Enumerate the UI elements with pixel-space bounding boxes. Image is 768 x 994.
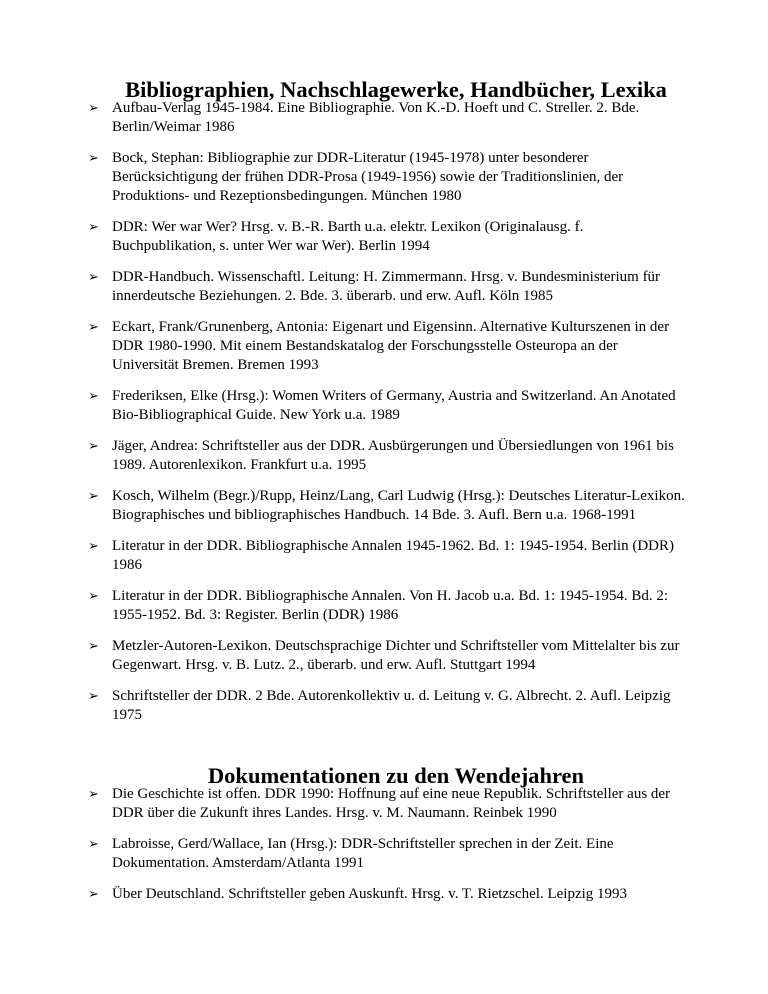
arrowhead-bullet-icon: ➢: [88, 101, 99, 116]
arrowhead-bullet-icon: ➢: [88, 837, 99, 852]
arrowhead-bullet-icon: ➢: [88, 689, 99, 704]
list-item: [88, 318, 688, 375]
list-item: [88, 218, 688, 256]
section-reference-works: [88, 77, 688, 725]
entry-text: Bock, Stephan: Bibliographie zur DDR-Literatur (1945-1978) unter besonderer Berücksichtigung der frühen DDR-Prosa (1949-1956) sowie der Traditionslinien, der Produktions- und Rezeptionsbedingungen. München 1980: [112, 150, 624, 204]
list-item: [88, 268, 688, 306]
arrowhead-bullet-icon: ➢: [88, 539, 99, 554]
entry-text: Über Deutschland. Schriftsteller geben Auskunft. Hrsg. v. T. Rietzschel. Leipzig 1993: [112, 886, 628, 902]
entry-text: Frederiksen, Elke (Hrsg.): Women Writers of Germany, Austria and Switzerland. An Anotated Bio-Bibliographical Guide. New York u.a. 1989: [112, 388, 676, 423]
arrowhead-bullet-icon: ➢: [88, 639, 99, 654]
entry-text: Die Geschichte ist offen. DDR 1990: Hoffnung auf eine neue Republik. Schriftsteller aus der DDR über die Zukunft ihres Landes. Hrsg. v. M. Naumann. Reinbek 1990: [112, 786, 671, 821]
entry-text: Eckart, Frank/Grunenberg, Antonia: Eigenart und Eigensinn. Alternative Kulturszenen in der DDR 1980-1990. Mit einem Bestandskatalog der Forschungsstelle Osteuropa an der Universität Bremen. Bremen 1993: [112, 319, 670, 373]
list-item: [88, 437, 688, 475]
arrowhead-bullet-icon: ➢: [88, 320, 99, 335]
list-item: [88, 587, 688, 625]
arrowhead-bullet-icon: ➢: [88, 439, 99, 454]
entry-text: Schriftsteller der DDR. 2 Bde. Autorenkollektiv u. d. Leitung v. G. Albrecht. 2. Aufl. Leipzig 1975: [112, 688, 671, 723]
bibliography-list: [88, 99, 688, 725]
section-title: Dokumentationen zu den Wendejahren: [207, 763, 585, 788]
list-item: [88, 637, 688, 675]
arrowhead-bullet-icon: ➢: [88, 151, 99, 166]
entry-text: Kosch, Wilhelm (Begr.)/Rupp, Heinz/Lang, Carl Ludwig (Hrsg.): Deutsches Literatur-Lexikon. Biographisches und bibliographisches Handbuch. 14 Bde. 3. Aufl. Bern u.a. 1968-1991: [112, 488, 685, 523]
entry-text: Metzler-Autoren-Lexikon. Deutschsprachige Dichter und Schriftsteller vom Mittelalter bis zur Gegenwart. Hrsg. v. B. Lutz. 2., überarb. und erw. Aufl. Stuttgart 1994: [112, 638, 680, 673]
section-documentations: [88, 763, 688, 904]
arrowhead-bullet-icon: ➢: [88, 787, 99, 802]
list-item: [88, 487, 688, 525]
entry-text: Literatur in der DDR. Bibliographische Annalen. Von H. Jacob u.a. Bd. 1: 1945-1954. Bd. 2: 1955-1952. Bd. 3: Register. Berlin (DDR) 1986: [112, 588, 669, 623]
list-item: [88, 537, 688, 575]
list-item: [88, 149, 688, 206]
arrowhead-bullet-icon: ➢: [88, 589, 99, 604]
arrowhead-bullet-icon: ➢: [88, 489, 99, 504]
entry-text: DDR-Handbuch. Wissenschaftl. Leitung: H. Zimmermann. Hrsg. v. Bundesministerium für innerdeutsche Beziehungen. 2. Bde. 3. überarb. und erw. Aufl. Köln 1985: [112, 269, 661, 304]
list-item: [88, 885, 688, 904]
arrowhead-bullet-icon: ➢: [88, 220, 99, 235]
entry-text: Labroisse, Gerd/Wallace, Ian (Hrsg.): DDR-Schriftsteller sprechen in der Zeit. Eine Dokumentation. Amsterdam/Atlanta 1991: [112, 836, 614, 871]
entry-text: Literatur in der DDR. Bibliographische Annalen 1945-1962. Bd. 1: 1945-1954. Berlin (DDR) 1986: [112, 538, 674, 573]
arrowhead-bullet-icon: ➢: [88, 389, 99, 404]
list-item: [88, 785, 688, 823]
bibliography-list: [88, 785, 688, 904]
arrowhead-bullet-icon: ➢: [88, 887, 99, 902]
list-item: [88, 835, 688, 873]
entry-text: DDR: Wer war Wer? Hrsg. v. B.-R. Barth u.a. elektr. Lexikon (Originalausg. f. Buchpublikation, s. unter Wer war Wer). Berlin 1994: [112, 219, 584, 254]
arrowhead-bullet-icon: ➢: [88, 270, 99, 285]
section-title: Bibliographien, Nachschlagewerke, Handbücher, Lexika: [125, 77, 667, 102]
list-item: [88, 387, 688, 425]
entry-text: Jäger, Andrea: Schriftsteller aus der DDR. Ausbürgerungen und Übersiedlungen von 1961 bis 1989. Autorenlexikon. Frankfurt u.a. 1995: [112, 438, 674, 473]
entry-text: Aufbau-Verlag 1945-1984. Eine Bibliographie. Von K.-D. Hoeft und C. Streller. 2. Bde. Berlin/Weimar 1986: [112, 100, 640, 135]
list-item: [88, 687, 688, 725]
list-item: [88, 99, 688, 137]
